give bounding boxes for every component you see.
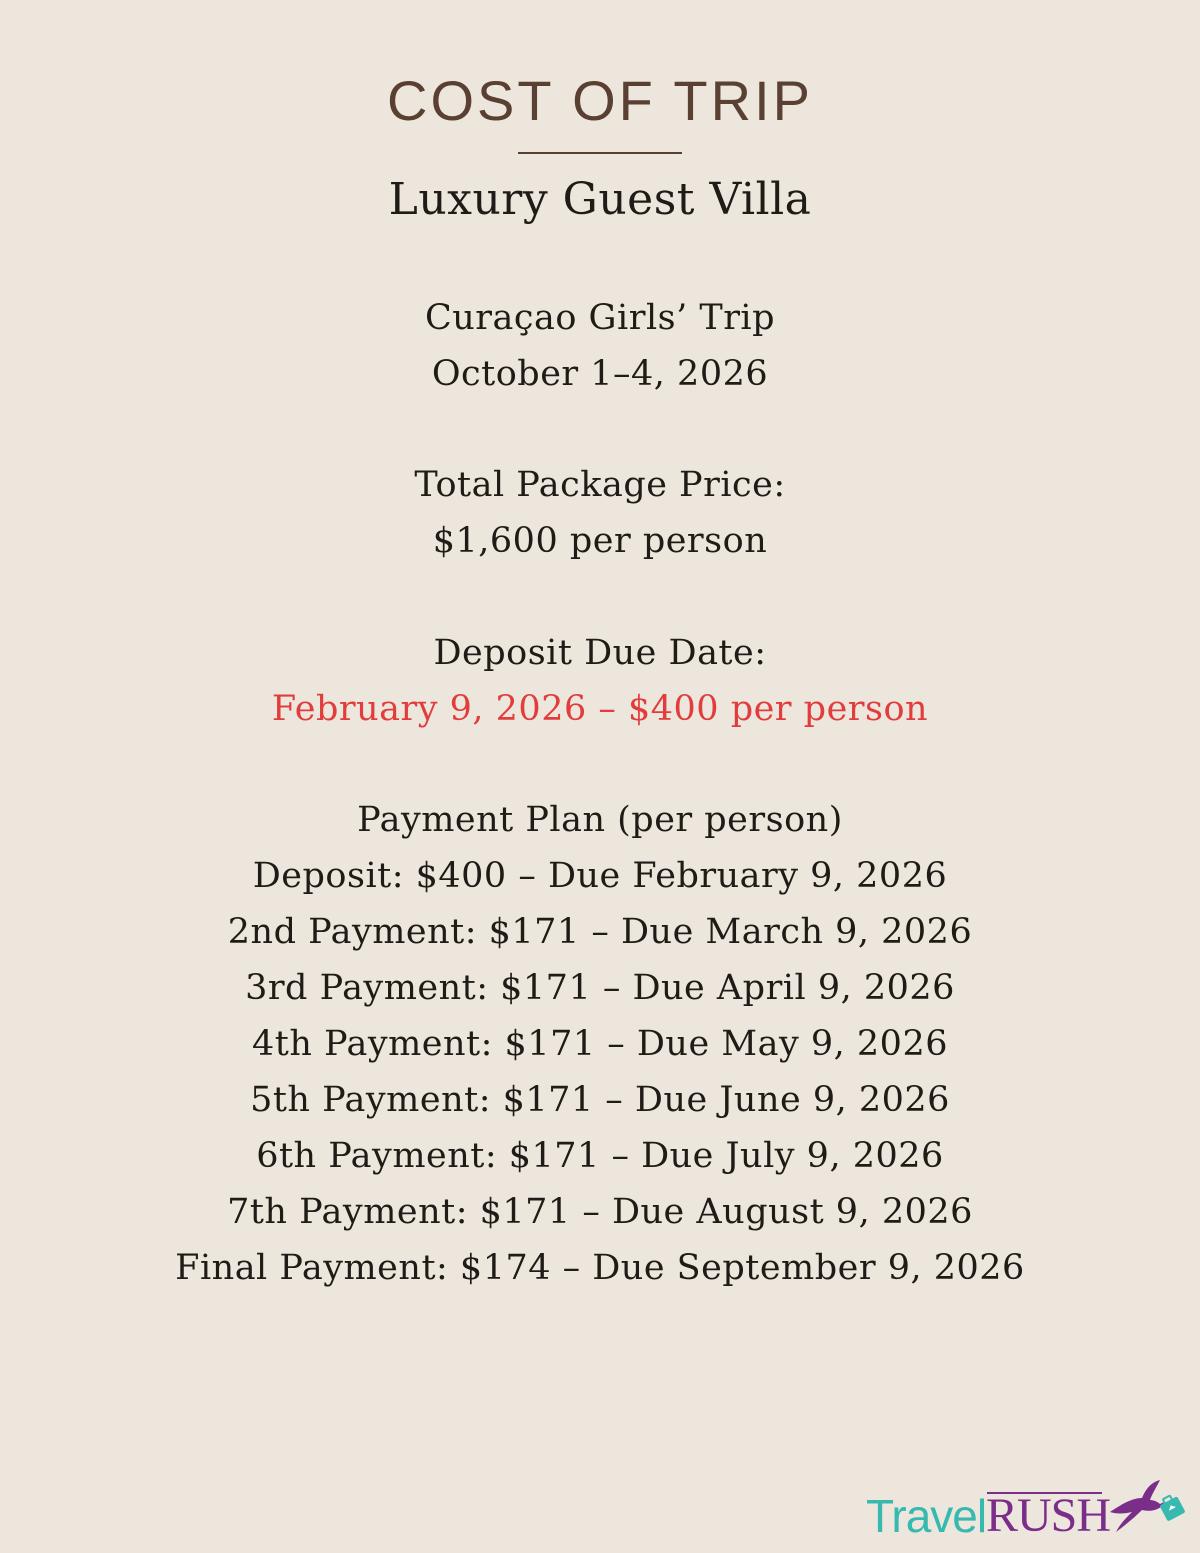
title-divider: [518, 152, 682, 154]
package-price-value: $1,600 per person: [432, 521, 768, 561]
payment-plan-item: 6th Payment: $171 – Due July 9, 2026: [256, 1136, 944, 1176]
hummingbird-luggage-icon: [1106, 1478, 1186, 1538]
trip-name: Curaçao Girls’ Trip: [424, 298, 776, 338]
deposit-value: February 9, 2026 – $400 per person: [271, 689, 929, 729]
payment-plan-heading: Payment Plan (per person): [357, 800, 843, 840]
deposit-label: Deposit Due Date:: [433, 633, 767, 673]
payment-plan-item: 7th Payment: $171 – Due August 9, 2026: [227, 1192, 973, 1232]
travelrush-logo: [866, 1478, 1186, 1544]
payment-plan-section: [0, 792, 1200, 1296]
trip-dates: October 1–4, 2026: [431, 354, 769, 394]
payment-plan-item: 4th Payment: $171 – Due May 9, 2026: [251, 1024, 948, 1064]
page-title: COST OF TRIP: [387, 69, 813, 132]
payment-plan-item: Deposit: $400 – Due February 9, 2026: [252, 856, 948, 896]
payment-plan-item: 5th Payment: $171 – Due June 9, 2026: [250, 1080, 950, 1120]
logo-rush-text: RUSH: [986, 1489, 1111, 1542]
page-subtitle: Luxury Guest Villa: [388, 174, 812, 225]
logo-travel-text: Travel: [866, 1490, 987, 1542]
payment-plan-item: 3rd Payment: $171 – Due April 9, 2026: [245, 968, 955, 1008]
payment-plan-item: Final Payment: $174 – Due September 9, 2026: [175, 1248, 1025, 1288]
deposit-section: [0, 625, 1200, 737]
package-price-label: Total Package Price:: [414, 465, 786, 505]
trip-info: [0, 290, 1200, 402]
package-price-section: [0, 457, 1200, 569]
payment-plan-item: 2nd Payment: $171 – Due March 9, 2026: [227, 912, 973, 952]
